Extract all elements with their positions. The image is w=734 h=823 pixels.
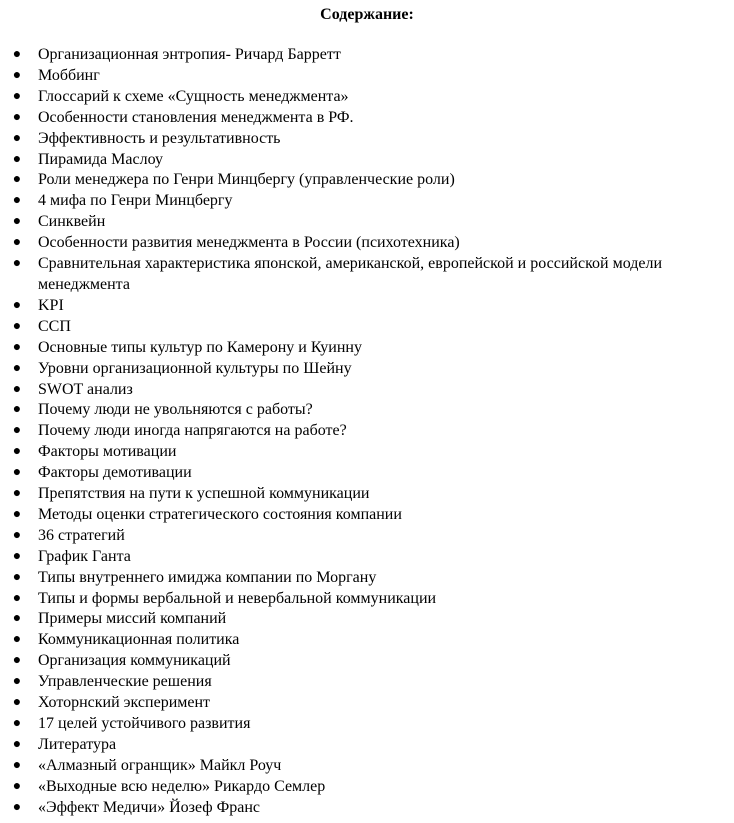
toc-item[interactable]: [0, 798, 734, 819]
bullet-icon: ●: [12, 339, 22, 355]
toc-item-label: Моббинг: [38, 66, 100, 84]
toc-item[interactable]: [0, 672, 734, 693]
bullet-icon: ●: [12, 674, 22, 690]
bullet-icon: ●: [12, 402, 22, 418]
toc-item[interactable]: [0, 150, 734, 171]
toc-item[interactable]: [0, 380, 734, 401]
toc-item-label: 36 стратегий: [38, 526, 125, 544]
toc-item[interactable]: [0, 442, 734, 463]
toc-item[interactable]: [0, 212, 734, 233]
bullet-icon: ●: [12, 109, 22, 125]
bullet-icon: ●: [12, 193, 22, 209]
bullet-icon: ●: [12, 214, 22, 230]
bullet-icon: ●: [12, 653, 22, 669]
toc-item[interactable]: [0, 87, 734, 108]
toc-item-label: Организация коммуникаций: [38, 652, 231, 670]
toc-item[interactable]: [0, 735, 734, 756]
toc-item[interactable]: [0, 547, 734, 568]
toc-item[interactable]: [0, 191, 734, 212]
bullet-icon: ●: [12, 736, 22, 752]
toc-item[interactable]: [0, 777, 734, 798]
toc-item-label: «Алмазный огранщик» Майкл Роуч: [38, 756, 282, 774]
bullet-icon: ●: [12, 381, 22, 397]
toc-item-label: Почему люди не увольняются с работы?: [38, 401, 313, 419]
toc-item[interactable]: [0, 254, 734, 296]
toc-item-label: Типы внутреннего имиджа компании по Моргану: [38, 568, 377, 586]
toc-item[interactable]: [0, 630, 734, 651]
toc-item-label: График Ганта: [38, 547, 131, 565]
bullet-icon: ●: [12, 47, 22, 62]
bullet-icon: ●: [12, 506, 22, 522]
toc-item-label: Почему люди иногда напрягаются на работе?: [38, 422, 347, 440]
toc-item-label: Уровни организационной культуры по Шейну: [38, 359, 352, 377]
toc-item[interactable]: [0, 463, 734, 484]
bullet-icon: ●: [12, 235, 22, 251]
bullet-icon: ●: [12, 465, 22, 481]
toc-item[interactable]: [0, 568, 734, 589]
bullet-icon: ●: [12, 88, 22, 104]
toc-item-label: Методы оценки стратегического состояния компании: [38, 505, 402, 523]
bullet-icon: ●: [12, 695, 22, 711]
bullet-icon: ●: [12, 444, 22, 460]
toc-item-label: Коммуникационная политика: [38, 631, 240, 649]
bullet-icon: ●: [12, 256, 22, 272]
bullet-icon: ●: [12, 569, 22, 585]
toc-item[interactable]: [0, 317, 734, 338]
toc-item[interactable]: [0, 296, 734, 317]
toc-item[interactable]: [0, 233, 734, 254]
toc-item-label: Примеры миссий компаний: [38, 610, 227, 628]
toc-item-label: Сравнительная характеристика японской, американской, европейской и российской модели менеджмента: [38, 255, 663, 293]
toc-item-label: Литература: [38, 735, 117, 753]
bullet-icon: ●: [12, 611, 22, 627]
toc-item-label: Организационная энтропия- Ричард Барретт: [38, 46, 341, 63]
bullet-icon: ●: [12, 151, 22, 167]
toc-item-label: «Эффект Медичи» Йозеф Франс: [38, 798, 261, 816]
toc-item[interactable]: [0, 714, 734, 735]
toc-item-label: 4 мифа по Генри Минцбергу: [38, 192, 233, 210]
toc-item[interactable]: [0, 400, 734, 421]
toc-item[interactable]: [0, 170, 734, 191]
toc-item[interactable]: [0, 66, 734, 87]
toc-item[interactable]: [0, 693, 734, 714]
toc-item[interactable]: [0, 756, 734, 777]
toc-item-label: Пирамида Маслоу: [38, 150, 163, 168]
toc-item[interactable]: [0, 45, 734, 66]
toc-item-label: «Выходные всю неделю» Рикардо Семлер: [38, 777, 326, 795]
bullet-icon: ●: [12, 799, 22, 815]
toc-item-label: Роли менеджера по Генри Минцбергу (управленческие роли): [38, 171, 455, 189]
toc-item-label: ССП: [38, 317, 71, 335]
bullet-icon: ●: [12, 632, 22, 648]
bullet-icon: ●: [12, 360, 22, 376]
toc-item[interactable]: [0, 338, 734, 359]
bullet-icon: ●: [12, 172, 22, 188]
toc-item-label: Глоссарий к схеме «Сущность менеджмента»: [38, 87, 349, 105]
bullet-icon: ●: [12, 318, 22, 334]
toc-item-label: Особенности становления менеджмента в РФ.: [38, 108, 354, 126]
toc-item-label: KPI: [38, 296, 64, 314]
bullet-icon: ●: [12, 716, 22, 731]
toc-title: Содержание:: [320, 6, 414, 23]
toc-item-label: Факторы мотивации: [38, 443, 177, 461]
bullet-icon: ●: [12, 130, 22, 146]
toc-item[interactable]: [0, 589, 734, 610]
toc-item-label: Типы и формы вербальной и невербальной коммуникации: [38, 589, 437, 607]
bullet-icon: ●: [12, 527, 22, 543]
bullet-icon: ●: [12, 548, 22, 564]
toc-list: [0, 45, 734, 819]
bullet-icon: ●: [12, 423, 22, 439]
toc-item[interactable]: [0, 609, 734, 630]
toc-item[interactable]: [0, 129, 734, 150]
toc-item[interactable]: [0, 526, 734, 547]
bullet-icon: ●: [12, 486, 22, 502]
toc-item-label: SWOT анализ: [38, 380, 133, 398]
toc-item[interactable]: [0, 651, 734, 672]
bullet-icon: ●: [12, 67, 22, 83]
toc-item-label: Хоторнский эксперимент: [38, 694, 211, 712]
toc-item-label: Управленческие решения: [38, 673, 212, 691]
toc-item[interactable]: [0, 421, 734, 442]
toc-item[interactable]: [0, 505, 734, 526]
toc-item[interactable]: [0, 108, 734, 129]
toc-item-label: Эффективность и результативность: [38, 129, 281, 147]
toc-item-label: Факторы демотивации: [38, 464, 192, 482]
bullet-icon: ●: [12, 757, 22, 773]
bullet-icon: ●: [12, 778, 22, 794]
toc-item[interactable]: [0, 484, 734, 505]
toc-item-label: Основные типы культур по Камерону и Куинну: [38, 338, 362, 356]
toc-item-label: Синквейн: [38, 213, 106, 231]
bullet-icon: ●: [12, 590, 22, 606]
toc-item[interactable]: [0, 359, 734, 380]
toc-item-label: Препятствия на пути к успешной коммуникации: [38, 485, 370, 503]
toc-item-label: 17 целей устойчивого развития: [38, 715, 251, 732]
toc-item-label: Особенности развития менеджмента в России (психотехника): [38, 234, 460, 252]
bullet-icon: ●: [12, 297, 22, 313]
